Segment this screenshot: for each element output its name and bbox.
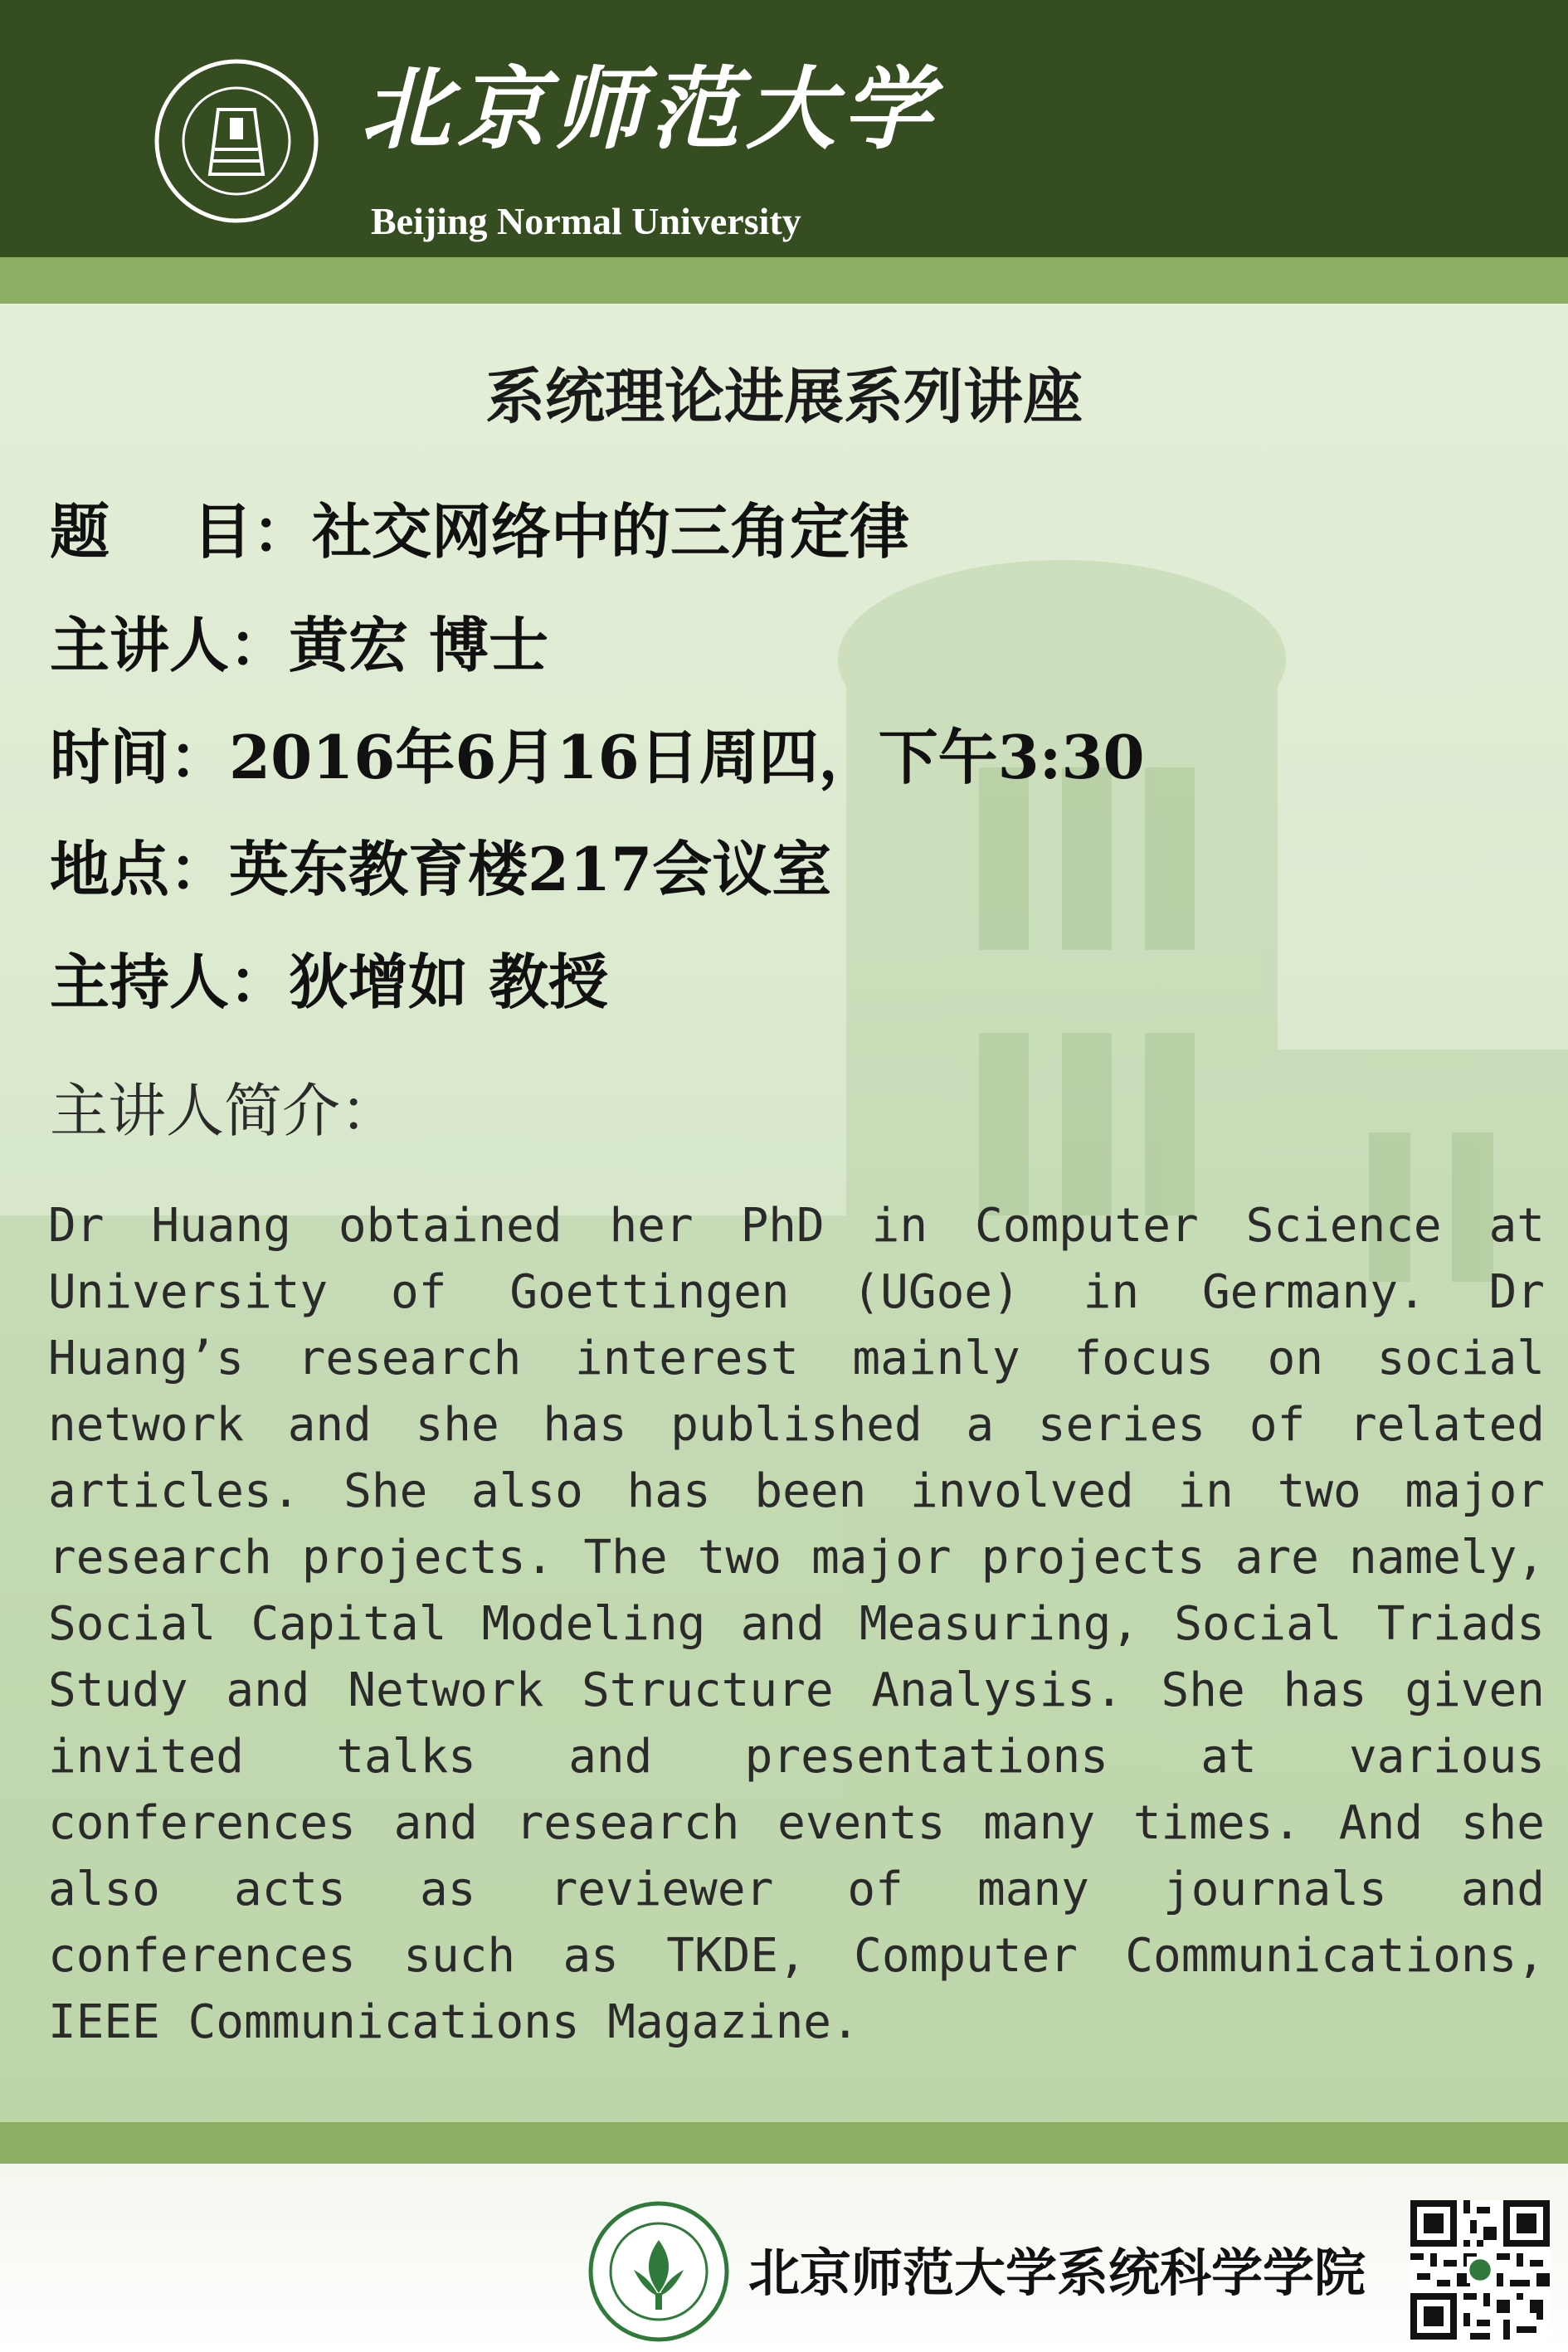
topic-label: 题: [50, 496, 110, 567]
qr-code-icon[interactable]: [1410, 2200, 1550, 2340]
university-wordmark: 北京师范大学: [361, 57, 939, 162]
bio-heading: 主讲人简介：: [50, 1077, 398, 1145]
topic-label-end: 目：: [192, 496, 313, 567]
topic-line: [50, 496, 910, 567]
header-stripe: [0, 257, 1568, 304]
host-line: 主持人：狄增如 教授: [50, 947, 609, 1017]
school-seal-icon: [587, 2200, 730, 2343]
topic-value: 社交网络中的三角定律: [312, 496, 910, 567]
location-line: 地点：英东教育楼217会议室: [50, 834, 832, 904]
footer-stripe: [0, 2122, 1568, 2164]
time-line: 时间：2016年6月16日周四，下午3:30: [50, 722, 1145, 792]
university-english-name: Beijing Normal University: [371, 200, 801, 242]
speaker-bio: Dr Huang obtained her PhD in Computer Science at University of Goettingen (UGoe) in Germany. Dr Huang’s research interest mainly focus on social network and she has published a series of related articles. She also has been involved in two major research projects. The two major projects are namely, Social Capital Modeling and Measuring, Social Triads Study and Network Structure Analysis. She has given invited talks and presentations at various conferences and research events many times. And she also acts as reviewer of many journals and conferences such as TKDE, Computer Communications, IEEE Communications Magazine.: [48, 1199, 1545, 2049]
speaker-line: 主讲人：黄宏 博士: [50, 610, 549, 680]
lecture-series-title: 系统理论进展系列讲座: [485, 362, 1083, 431]
header-bar: [0, 0, 1568, 257]
university-seal-icon: [153, 58, 319, 224]
school-name: 北京师范大学系统科学学院: [748, 2242, 1366, 2303]
